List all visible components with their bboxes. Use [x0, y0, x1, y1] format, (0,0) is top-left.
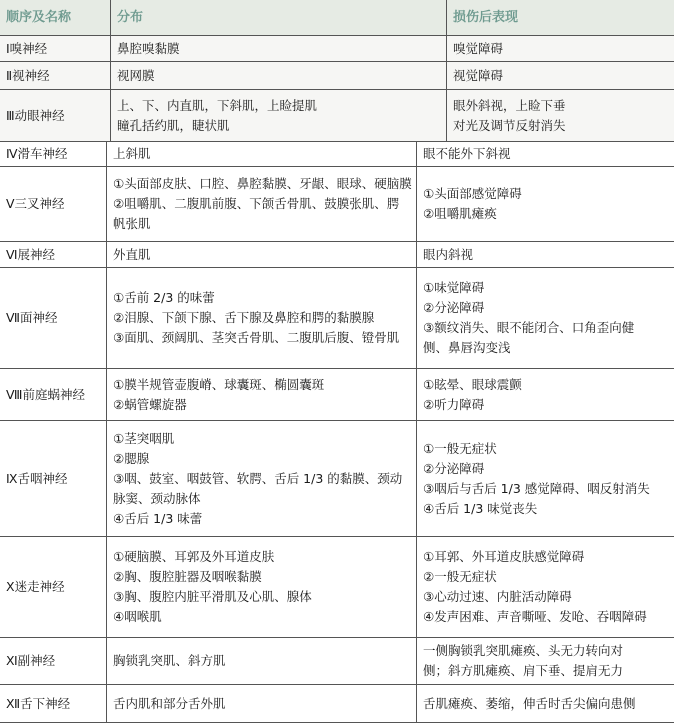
- table-row: [0, 142, 674, 167]
- table-row: [0, 369, 674, 421]
- distribution-cell: [106, 685, 416, 722]
- damage-line: 视觉障碍: [453, 67, 504, 83]
- table-row: [0, 242, 674, 268]
- distribution-line: ③胸、腹腔内脏平滑肌及心肌、腺体: [113, 589, 312, 604]
- distribution-line: 外直肌: [113, 246, 151, 262]
- nerve-name-text: Ⅻ舌下神经: [6, 695, 71, 711]
- distribution-line: ①头面部皮肤、口腔、鼻腔黏膜、牙龈、眼球、硬脑膜: [113, 176, 412, 191]
- damage-line: ①耳郭、外耳道皮肤感觉障碍: [423, 549, 585, 564]
- distribution-line: 帆张肌: [113, 216, 151, 231]
- damage-line: ③额纹消失、眼不能闭合、口角歪向健: [423, 320, 635, 335]
- nerve-name-text: Ⅳ滑车神经: [6, 146, 68, 161]
- nerve-name: [0, 90, 106, 141]
- distribution-line: ②蜗管螺旋器: [113, 396, 187, 412]
- distribution-line: ③咽、鼓室、咽鼓管、软腭、舌后 1/3 的黏膜、颈动: [113, 470, 403, 486]
- header-damage: 损伤后表现: [446, 0, 674, 35]
- distribution-line: ③面肌、颈阔肌、茎突舌骨肌、二腹肌后腹、镫骨肌: [113, 330, 400, 345]
- nerve-name-text: Ⅹ迷走神经: [6, 579, 65, 594]
- damage-cell: [446, 62, 674, 89]
- nerve-name: [0, 369, 106, 420]
- damage-line: 舌肌瘫痪、萎缩，伸舌时舌尖偏向患侧: [423, 695, 636, 711]
- nerve-name: [0, 638, 106, 684]
- damage-cell: [416, 242, 674, 267]
- damage-line: 嗅觉障碍: [453, 40, 504, 56]
- distribution-line: 瞳孔括约肌，睫状肌: [117, 117, 230, 133]
- damage-cell: [416, 268, 674, 368]
- table-row: [0, 638, 674, 685]
- damage-cell: [416, 167, 674, 241]
- nerve-name: [0, 268, 106, 368]
- damage-line: ②听力障碍: [423, 396, 485, 412]
- distribution-line: ①膜半规管壶腹嵴、球囊斑、椭圆囊斑: [113, 376, 325, 392]
- distribution-line: ②泪腺、下颌下腺、舌下腺及鼻腔和腭的黏膜腺: [113, 310, 375, 325]
- distribution-cell: [106, 421, 416, 536]
- nerve-name: [0, 36, 106, 61]
- damage-cell: [446, 90, 674, 141]
- nerve-name-text: Ⅶ面神经: [6, 310, 58, 325]
- nerve-name: [0, 537, 106, 637]
- damage-cell: [416, 537, 674, 637]
- distribution-line: 脉窦、颈动脉体: [113, 490, 201, 506]
- damage-line: 眼不能外下斜视: [423, 146, 511, 161]
- nerve-name-text: Ⅷ前庭蜗神经: [6, 386, 85, 402]
- nerve-name-text: Ⅵ展神经: [6, 246, 56, 262]
- nerve-name-text: Ⅸ舌咽神经: [6, 470, 68, 486]
- distribution-cell: [106, 242, 416, 267]
- distribution-cell: [106, 268, 416, 368]
- distribution-line: ①茎突咽肌: [113, 430, 175, 446]
- distribution-line: ①硬脑膜、耳郭及外耳道皮肤: [113, 549, 275, 564]
- damage-line: ①头面部感觉障碍: [423, 186, 522, 201]
- nerve-name-text: Ⅺ副神经: [6, 653, 56, 668]
- header-distribution: 分布: [110, 0, 446, 35]
- damage-cell: [416, 369, 674, 420]
- distribution-cell: [110, 62, 446, 89]
- table-row: [0, 62, 674, 90]
- damage-cell: [416, 421, 674, 536]
- table-row: [0, 90, 674, 142]
- nerve-name-text: Ⅲ动眼神经: [6, 107, 65, 123]
- damage-line: ②一般无症状: [423, 569, 497, 584]
- distribution-line: 舌内肌和部分舌外肌: [113, 695, 226, 711]
- damage-cell: [416, 685, 674, 722]
- distribution-line: 上斜肌: [113, 146, 151, 161]
- distribution-cell: [106, 167, 416, 241]
- damage-line: ③心动过速、内脏活动障碍: [423, 589, 572, 604]
- nerve-name: [0, 142, 106, 166]
- damage-line: 侧；斜方肌瘫痪、肩下垂、提肩无力: [423, 663, 624, 678]
- table-header: [0, 0, 674, 36]
- distribution-line: ④咽喉肌: [113, 609, 162, 624]
- nerve-name-text: Ⅴ三叉神经: [6, 196, 65, 211]
- distribution-line: 胸锁乳突肌、斜方肌: [113, 653, 226, 668]
- table-row: [0, 167, 674, 242]
- distribution-line: ①舌前 2/3 的味蕾: [113, 290, 215, 305]
- distribution-line: ②胸、腹腔脏器及咽喉黏膜: [113, 569, 262, 584]
- distribution-line: 上、下、内直肌，下斜肌，上睑提肌: [117, 97, 318, 113]
- nerve-name: [0, 62, 106, 89]
- damage-line: 眼外斜视，上睑下垂: [453, 97, 566, 113]
- header-name: 顺序及名称: [6, 9, 72, 25]
- nerve-name-text: Ⅰ嗅神经: [6, 40, 48, 56]
- damage-line: ①眩晕、眼球震颤: [423, 376, 522, 392]
- distribution-line: ②腮腺: [113, 450, 150, 466]
- damage-line: ②分泌障碍: [423, 460, 485, 476]
- table-row: [0, 36, 674, 62]
- damage-line: 眼内斜视: [423, 246, 474, 262]
- distribution-cell: [110, 90, 446, 141]
- nerve-name: [0, 685, 106, 722]
- damage-line: 一侧胸锁乳突肌瘫痪、头无力转向对: [423, 643, 624, 658]
- damage-cell: [416, 142, 674, 166]
- damage-line: ③咽后与舌后 1/3 感觉障碍、咽反射消失: [423, 480, 650, 496]
- damage-line: 侧、鼻唇沟变浅: [423, 340, 511, 355]
- damage-line: 对光及调节反射消失: [453, 117, 566, 133]
- distribution-line: ②咀嚼肌、二腹肌前腹、下颌舌骨肌、鼓膜张肌、腭: [113, 196, 400, 211]
- table-row: [0, 685, 674, 723]
- table-row: [0, 268, 674, 369]
- nerve-name-text: Ⅱ视神经: [6, 67, 50, 83]
- table-row: [0, 537, 674, 638]
- distribution-cell: [106, 638, 416, 684]
- damage-cell: [416, 638, 674, 684]
- damage-line: ②咀嚼肌瘫痪: [423, 206, 497, 221]
- distribution-cell: [110, 36, 446, 61]
- damage-line: ④发声困难、声音嘶哑、发呛、吞咽障碍: [423, 609, 647, 624]
- distribution-line: ④舌后 1/3 味蕾: [113, 510, 203, 526]
- damage-line: ②分泌障碍: [423, 300, 485, 315]
- nerve-name: [0, 421, 106, 536]
- nerve-name: [0, 242, 106, 267]
- damage-line: ①味觉障碍: [423, 280, 485, 295]
- distribution-cell: [106, 142, 416, 166]
- distribution-line: 鼻腔嗅黏膜: [117, 40, 180, 56]
- distribution-line: 视网膜: [117, 67, 155, 83]
- table-row: [0, 421, 674, 537]
- damage-line: ④舌后 1/3 味觉丧失: [423, 500, 538, 516]
- nerve-name: [0, 167, 106, 241]
- damage-cell: [446, 36, 674, 61]
- distribution-cell: [106, 537, 416, 637]
- distribution-cell: [106, 369, 416, 420]
- damage-line: ①一般无症状: [423, 440, 497, 456]
